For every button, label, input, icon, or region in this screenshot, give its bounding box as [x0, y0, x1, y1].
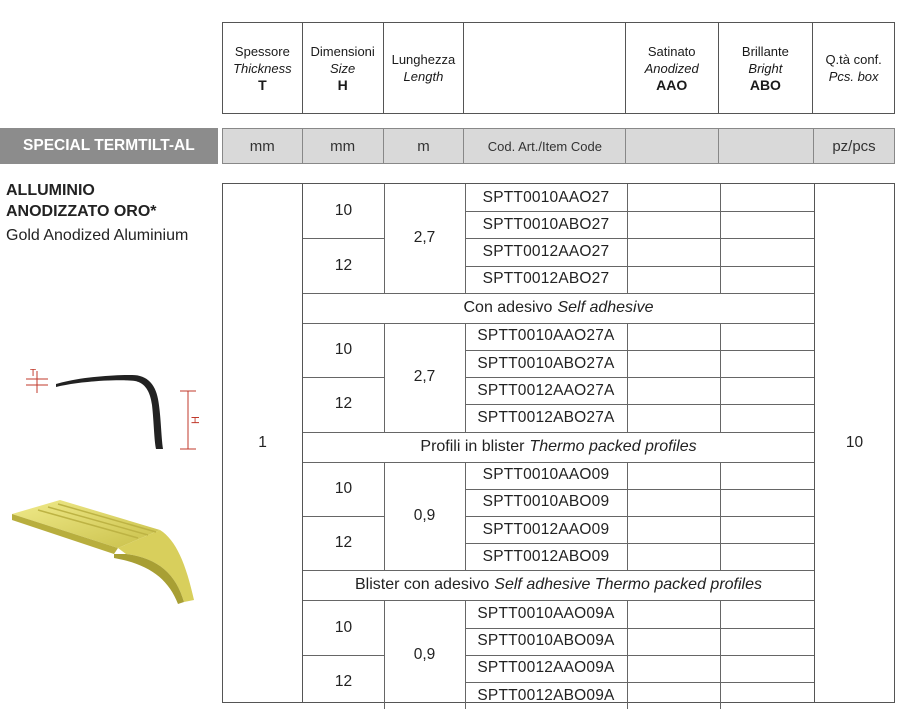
section-label-en: Self adhesive [557, 298, 654, 316]
profile-cross-section-diagram [20, 365, 210, 460]
diagram-T-label: T [30, 368, 37, 379]
product-name-line2: ANODIZZATO ORO* [6, 203, 157, 220]
length-value: 0,9 [413, 645, 436, 663]
item-code: SPTT0012AAO27A [477, 381, 615, 399]
header-bright [719, 23, 814, 113]
header-length [384, 23, 465, 113]
item-code: SPTT0012ABO09A [477, 686, 615, 704]
item-code: SPTT0012AAO09A [477, 659, 615, 677]
header-satin-it: Satinato [647, 43, 696, 59]
units-bar [0, 128, 895, 164]
header-thickness-it: Spessore [234, 43, 290, 59]
item-code: SPTT0012AAO09 [482, 520, 610, 538]
thickness-value: 1 [223, 184, 303, 702]
unit-qty: pz/pcs [814, 128, 895, 164]
header-table [222, 22, 895, 114]
item-code: SPTT0010ABO09 [482, 493, 610, 511]
size-value: 10 [334, 202, 353, 220]
unit-length: m [384, 128, 465, 164]
gold-profile-image [8, 478, 208, 608]
item-code: SPTT0010AAO09 [482, 466, 610, 484]
section-label-2 [303, 432, 814, 462]
size-value: 10 [334, 479, 353, 497]
header-thickness-sym: T [258, 76, 267, 93]
header-size-sym: H [337, 76, 348, 93]
header-satin-en: Anodized [644, 60, 699, 76]
item-code: SPTT0010AAO27 [482, 188, 610, 206]
product-name-it [6, 180, 157, 222]
length-value: 0,9 [413, 506, 436, 524]
item-code: SPTT0012ABO09 [482, 547, 610, 565]
unit-size: mm [303, 128, 384, 164]
size-value: 12 [334, 534, 353, 552]
section-label-it: Profili in blister [420, 437, 525, 455]
unit-thickness: mm [222, 128, 303, 164]
header-satin [626, 23, 719, 113]
diagram-H-label: H [190, 416, 202, 424]
section-label-1 [303, 293, 814, 323]
product-name-en: Gold Anodized Aluminium [6, 227, 189, 244]
header-qty [813, 23, 894, 113]
size-value: 10 [334, 618, 353, 636]
header-qty-en: Pcs. box [828, 69, 879, 84]
qty-value: 10 [814, 184, 894, 702]
item-code: SPTT0010AAO09A [477, 604, 615, 622]
section-label-en: Self adhesive Thermo packed profiles [494, 576, 762, 594]
header-code-blank [464, 23, 626, 113]
product-name-line1: ALLUMINIO [6, 182, 95, 199]
length-value: 2,7 [413, 229, 436, 247]
size-value: 12 [334, 672, 353, 690]
unit-code-label: Cod. Art./Item Code [464, 128, 626, 164]
header-size-en: Size [330, 60, 356, 76]
item-code: SPTT0010ABO27A [477, 354, 615, 372]
item-code: SPTT0010ABO09A [477, 632, 615, 650]
item-code: SPTT0012ABO27A [477, 408, 615, 426]
header-thickness-en: Thickness [233, 60, 292, 76]
size-value: 12 [334, 256, 353, 274]
section-label-3 [303, 570, 814, 600]
header-bright-en: Bright [748, 60, 783, 76]
product-line-title: SPECIAL TERMTILT-AL [0, 128, 218, 164]
item-code: SPTT0012ABO27 [482, 270, 610, 288]
header-qty-it: Q.tà conf. [825, 52, 882, 67]
header-size-it: Dimensioni [310, 43, 375, 59]
section-label-it: Blister con adesivo [355, 576, 490, 594]
size-value: 12 [334, 395, 353, 413]
unit-satin-blank [626, 128, 719, 164]
item-code: SPTT0010AAO27A [477, 327, 615, 345]
section-label-it: Con adesivo [463, 298, 553, 316]
product-code-table [222, 183, 895, 703]
header-length-it: Lunghezza [391, 52, 456, 67]
length-value: 2,7 [413, 368, 436, 386]
section-label-en: Thermo packed profiles [529, 437, 697, 455]
item-code: SPTT0012AAO27 [482, 242, 610, 260]
header-satin-code: AAO [656, 76, 688, 93]
item-code: SPTT0010ABO27 [482, 215, 610, 233]
header-bright-code: ABO [749, 76, 781, 93]
unit-bright-blank [719, 128, 814, 164]
size-value: 10 [334, 340, 353, 358]
header-length-en: Length [403, 69, 444, 84]
header-size [303, 23, 384, 113]
header-thickness [223, 23, 303, 113]
header-bright-it: Brillante [741, 43, 789, 59]
